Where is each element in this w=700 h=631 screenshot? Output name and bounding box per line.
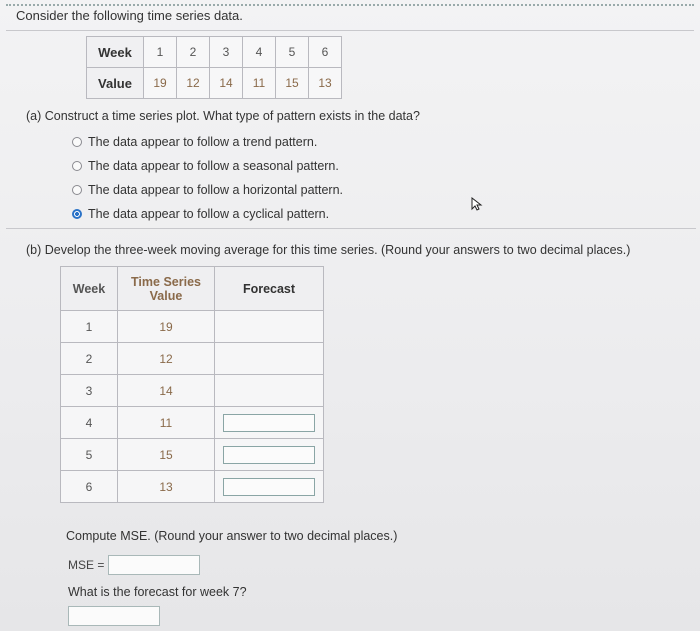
week-column-header: Week [61,267,118,311]
header-row [61,267,324,311]
option-label: The data appear to follow a cyclical pattern. [88,207,330,221]
option-trend[interactable] [72,135,317,149]
week-cell: 4 [243,37,276,68]
value-cell: 15 [276,68,309,99]
moving-average-table [60,266,324,503]
radio-icon[interactable] [72,137,82,147]
part-a-question: (a) Construct a time series plot. What type of pattern exists in the data? [26,109,420,123]
forecast-cell [215,439,324,471]
option-label: The data appear to follow a trend pattern. [88,135,318,149]
table-row [61,471,324,503]
week-cell: 3 [210,37,243,68]
table-row [61,375,324,407]
value-header-line1: Time Series [131,274,201,289]
forecast-cell [215,375,324,407]
value-cell: 14 [210,68,243,99]
value-cell: 12 [118,343,215,375]
week-row [87,37,342,68]
week-cell: 1 [144,37,177,68]
time-series-table [86,36,342,99]
option-label: The data appear to follow a seasonal pattern. [88,159,339,173]
week-cell: 1 [61,311,118,343]
intro-text: Consider the following time series data. [16,8,243,23]
option-label: The data appear to follow a horizontal pattern. [88,183,344,197]
week-cell: 6 [309,37,342,68]
forecast-week6-input[interactable] [223,478,315,496]
forecast-cell [215,471,324,503]
value-cell: 13 [309,68,342,99]
option-horizontal[interactable] [72,183,343,197]
radio-selected-icon[interactable] [72,209,82,219]
value-header: Value [87,68,144,99]
mse-row [68,555,200,575]
value-cell: 15 [118,439,215,471]
option-cyclical[interactable] [72,207,329,221]
forecast-column-header: Forecast [215,267,324,311]
forecast-cell [215,311,324,343]
table-row [61,407,324,439]
forecast7-input[interactable] [68,606,160,626]
mouse-cursor-icon [470,197,484,211]
value-row [87,68,342,99]
week-cell: 3 [61,375,118,407]
week-cell: 2 [61,343,118,375]
forecast-week5-input[interactable] [223,446,315,464]
option-seasonal[interactable] [72,159,339,173]
value-cell: 11 [118,407,215,439]
forecast-week4-input[interactable] [223,414,315,432]
value-cell: 11 [243,68,276,99]
part-b-question: (b) Develop the three-week moving average for this time series. (Round your answers to two decimal places.) [26,243,631,257]
table-row [61,439,324,471]
table-row [61,343,324,375]
week-cell: 4 [61,407,118,439]
mse-label: MSE = [68,558,105,572]
forecast-cell [215,343,324,375]
week-header: Week [87,37,144,68]
radio-icon[interactable] [72,161,82,171]
value-cell: 13 [118,471,215,503]
week-cell: 6 [61,471,118,503]
week-cell: 2 [177,37,210,68]
value-header-line2: Value [149,288,183,303]
value-cell: 14 [118,375,215,407]
forecast7-prompt: What is the forecast for week 7? [68,585,247,599]
forecast-cell [215,407,324,439]
value-column-header [118,267,215,311]
week-cell: 5 [276,37,309,68]
mse-prompt: Compute MSE. (Round your answer to two decimal places.) [66,529,398,543]
section-divider [6,228,696,229]
value-cell: 12 [177,68,210,99]
table-row [61,311,324,343]
mse-input[interactable] [108,555,200,575]
value-cell: 19 [144,68,177,99]
value-cell: 19 [118,311,215,343]
week-cell: 5 [61,439,118,471]
radio-icon[interactable] [72,185,82,195]
